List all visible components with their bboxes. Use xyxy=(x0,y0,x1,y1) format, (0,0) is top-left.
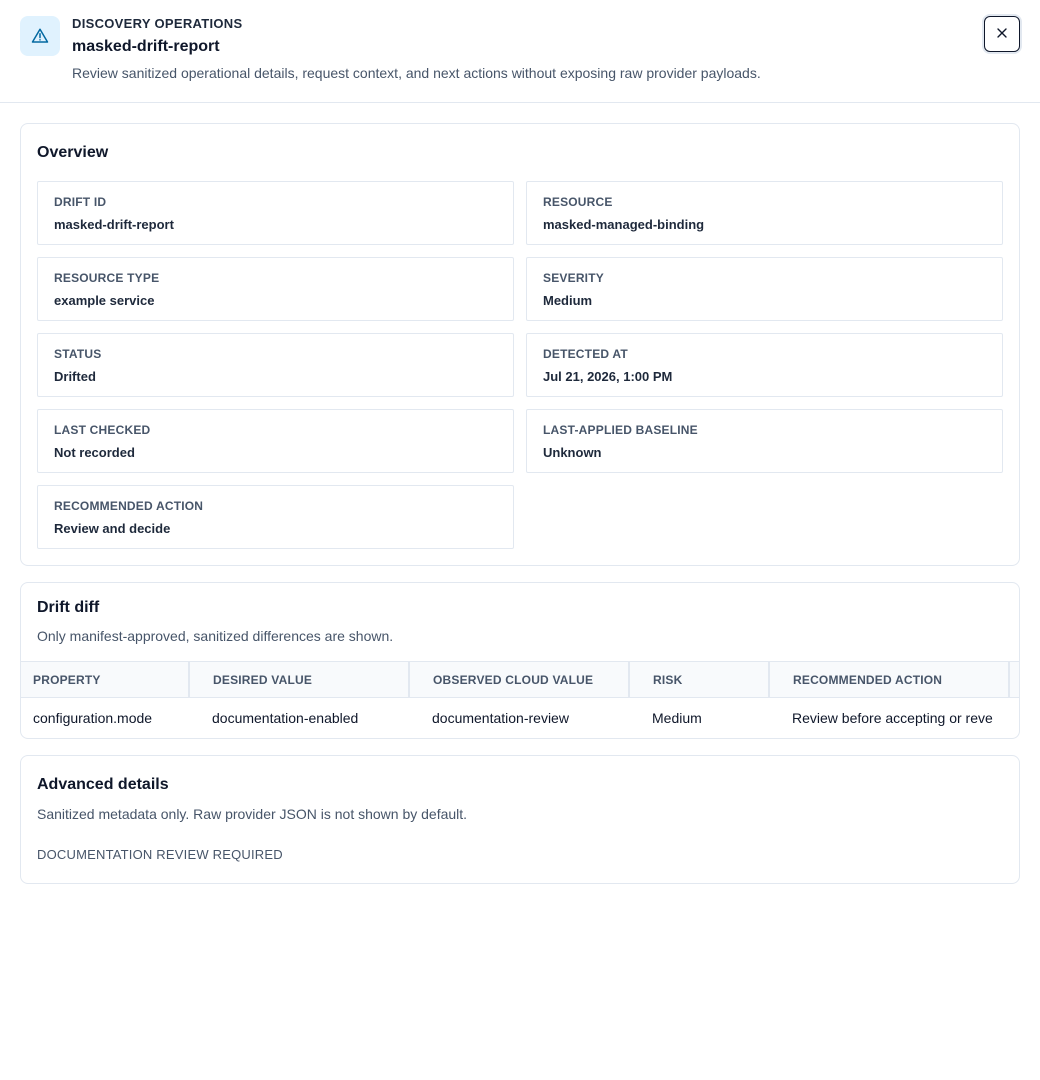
drift-diff-description: Only manifest-approved, sanitized differences are shown. xyxy=(37,628,394,644)
column-header-recommended-action: RECOMMENDED ACTION xyxy=(769,662,1009,698)
field-label: DRIFT ID xyxy=(54,195,107,209)
field-label: STATUS xyxy=(54,347,102,361)
field-label: RESOURCE xyxy=(543,195,613,209)
field-status xyxy=(37,333,514,397)
section-eyebrow: DISCOVERY OPERATIONS xyxy=(72,16,243,31)
close-button[interactable] xyxy=(984,16,1020,52)
field-drift-id xyxy=(37,181,514,245)
field-value: Review and decide xyxy=(54,521,171,536)
advanced-details-title: Advanced details xyxy=(37,775,169,793)
cell-observed-value: documentation-review xyxy=(432,709,569,726)
page-title: masked-drift-report xyxy=(72,38,220,55)
field-last-checked xyxy=(37,409,514,473)
cell-risk: Medium xyxy=(652,709,702,726)
drift-diff-title: Drift diff xyxy=(37,599,100,616)
advanced-details-card xyxy=(20,755,1020,884)
column-header-desired-value: DESIRED VALUE xyxy=(189,662,409,698)
warning-triangle-icon xyxy=(20,16,60,56)
column-header-risk: RISK xyxy=(629,662,769,698)
field-resource xyxy=(526,181,1003,245)
close-icon xyxy=(996,27,1008,42)
field-label: DETECTED AT xyxy=(543,347,628,361)
field-detected-at xyxy=(526,333,1003,397)
drift-diff-card xyxy=(20,582,1020,739)
field-value: Unknown xyxy=(543,445,602,460)
review-required-tag: DOCUMENTATION REVIEW REQUIRED xyxy=(37,846,283,862)
field-value: masked-drift-report xyxy=(54,217,174,232)
field-value: masked-managed-binding xyxy=(543,217,705,232)
field-severity xyxy=(526,257,1003,321)
overview-grid xyxy=(37,181,1003,549)
overview-title: Overview xyxy=(37,144,109,161)
field-resource-type xyxy=(37,257,514,321)
column-header-property: PROPERTY xyxy=(21,662,189,698)
drift-diff-table xyxy=(21,661,1019,738)
field-recommended-action xyxy=(37,485,514,549)
advanced-details-description: Sanitized metadata only. Raw provider JSON is not shown by default. xyxy=(37,805,468,822)
field-label: LAST CHECKED xyxy=(54,423,151,437)
cell-property: configuration.mode xyxy=(33,709,153,726)
field-value: Medium xyxy=(543,293,593,308)
cell-desired-value: documentation-enabled xyxy=(212,709,359,726)
column-header-overflow xyxy=(1009,662,1019,698)
field-value: example service xyxy=(54,293,155,308)
page-subtitle: Review sanitized operational details, request context, and next actions without exposing raw provider payloads. xyxy=(72,65,761,81)
overview-card xyxy=(20,123,1020,566)
drawer-header xyxy=(0,0,1040,103)
field-value: Not recorded xyxy=(54,445,135,460)
field-label: RESOURCE TYPE xyxy=(54,271,160,285)
header-text xyxy=(72,16,960,82)
cell-overflow xyxy=(1009,698,1019,738)
field-value: Drifted xyxy=(54,369,96,384)
field-label: LAST-APPLIED BASELINE xyxy=(543,423,698,437)
table-header-row xyxy=(21,662,1019,698)
field-last-applied-baseline xyxy=(526,409,1003,473)
field-label: RECOMMENDED ACTION xyxy=(54,499,204,513)
table-row xyxy=(21,698,1019,738)
field-label: SEVERITY xyxy=(543,271,604,285)
cell-recommended-action: Review before accepting or reve xyxy=(792,709,993,726)
column-header-observed-value: OBSERVED CLOUD VALUE xyxy=(409,662,629,698)
field-value: Jul 21, 2026, 1:00 PM xyxy=(543,369,673,384)
